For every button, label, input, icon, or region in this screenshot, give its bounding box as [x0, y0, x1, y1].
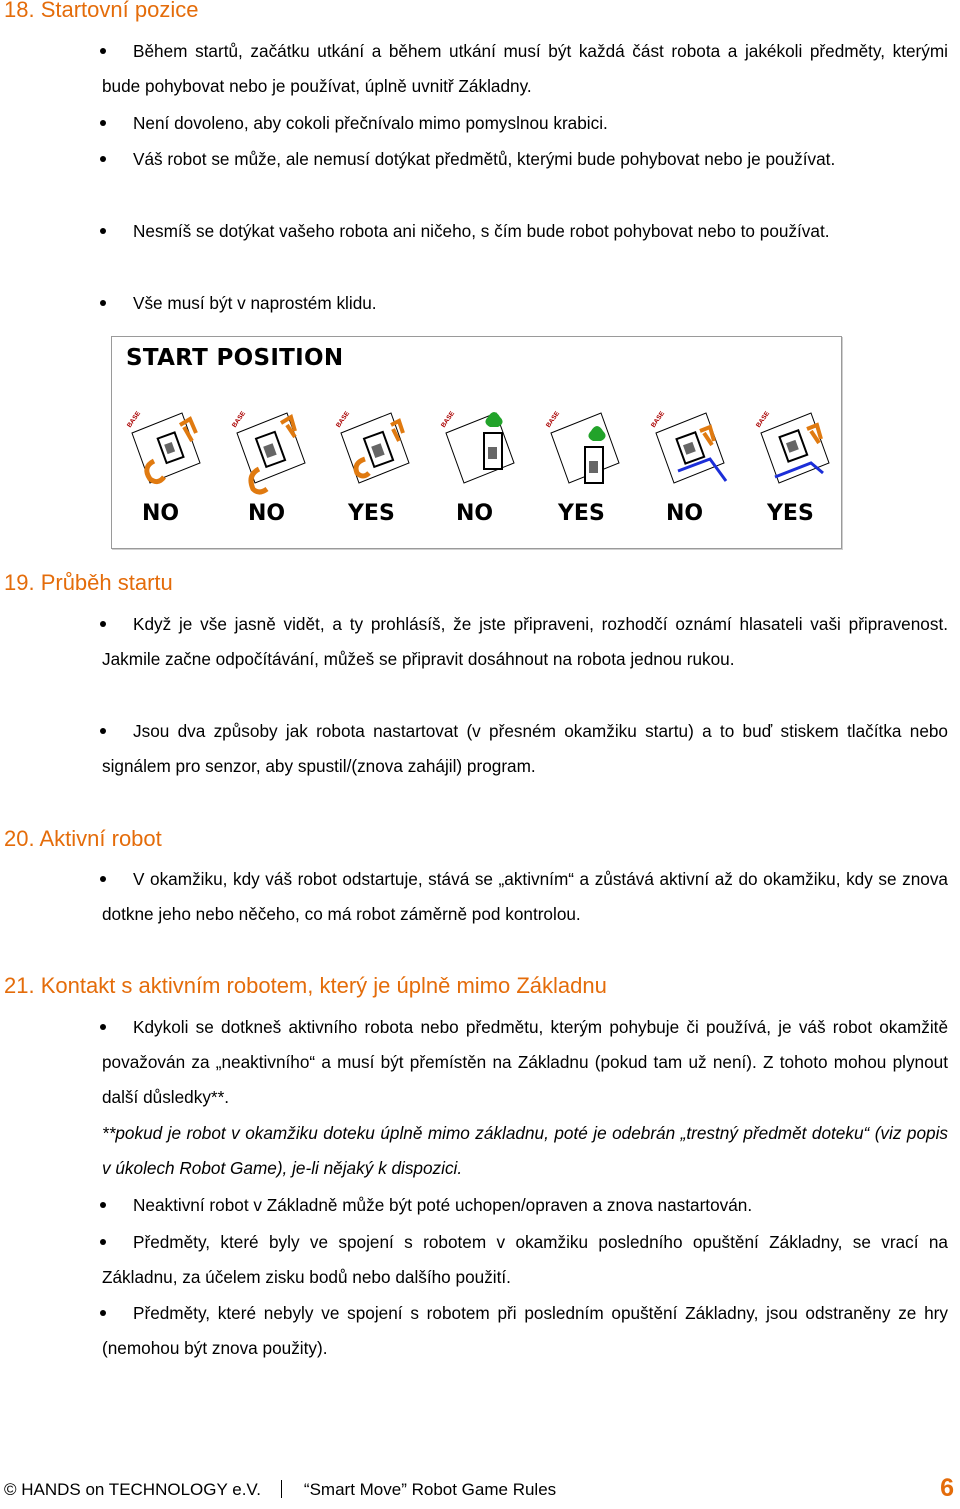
- label-2: NO: [248, 501, 286, 526]
- start-example-2: [229, 411, 309, 495]
- bullet-19-1: Když je vše jasně vidět, a ty prohlásíš, že jste připraveni, rozhodčí oznámí hlasateli vaši připravenost. Jakmile začne odpočítávání, můžeš se připravit dosáhnout na robota jednou rukou.: [102, 614, 948, 669]
- bullet-18-3: Váš robot se může, ale nemusí dotýkat předmětů, kterými bude pohybovat nebo je používat.: [102, 142, 948, 177]
- bullet-18-4: Nesmíš se dotýkat vašeho robota ani ničeho, s čím bude robot pohybovat nebo to používat.: [102, 214, 948, 249]
- bullet-21-3: Předměty, které byly ve spojení s robotem v okamžiku posledního opuštění Základny, se vrací na Základnu, za účelem zisku bodů nebo dalšího použití.: [102, 1232, 948, 1287]
- robot-diagram-3: [333, 411, 413, 495]
- figure-title: START POSITION: [126, 345, 344, 371]
- base-tag: BASE: [755, 410, 772, 430]
- bullet-dot: [100, 48, 106, 54]
- label-6: NO: [666, 501, 704, 526]
- bullet-dot: [100, 728, 106, 734]
- footer-title: “Smart Move” Robot Game Rules: [303, 1480, 557, 1499]
- robot-diagram-2: [229, 411, 309, 495]
- note-21: **pokud je robot v okamžiku doteku úplně mimo základnu, poté je odebrán „trestný předmět doteku“ (viz popis v úkolech Robot Game), je-li nějaký k dispozici.: [102, 1123, 948, 1178]
- robot-diagram-5: [543, 411, 623, 495]
- footer-copyright: © HANDS on TECHNOLOGY e.V.: [4, 1480, 261, 1499]
- base-tag: BASE: [231, 410, 248, 430]
- robot-diagram-6: [648, 411, 728, 495]
- start-example-5: [543, 411, 623, 495]
- robot-diagram-4: [438, 411, 518, 495]
- start-position-figure: [111, 336, 842, 549]
- bullet-dot: [100, 120, 106, 126]
- bullet-dot: [100, 1024, 106, 1030]
- bullet-dot: [100, 156, 106, 162]
- bullet-20-1: V okamžiku, kdy váš robot odstartuje, stává se „aktivním“ a zůstává aktivní až do okamžiku, kdy se znova dotkne jeho nebo něčeho, co má robot záměrně pod kontrolou.: [102, 869, 948, 924]
- bullet-dot: [100, 621, 106, 627]
- bullet-dot: [100, 1310, 106, 1316]
- start-example-7: [753, 411, 833, 495]
- bullet-21-2: Neaktivní robot v Základně může být poté uchopen/opraven a znova nastartován.: [102, 1188, 948, 1223]
- bullet-dot: [100, 300, 106, 306]
- bullet-21-1: Kdykoli se dotkneš aktivního robota nebo předmětu, kterým pohybuje či používá, je váš robot okamžitě považován za „neaktivního“ a musí být přemístěn na Základnu (pokud tam už není). Z tohoto mohou plynout další důsledky**.: [102, 1017, 948, 1107]
- label-4: NO: [456, 501, 494, 526]
- heading-18: 18. Startovní pozice: [4, 0, 199, 22]
- heading-20: 20. Aktivní robot: [4, 826, 162, 851]
- bullet-18-1: Během startů, začátku utkání a během utkání musí být každá část robota a jakékoli předměty, kterými bude pohybovat nebo je používat, úplně uvnitř Základny.: [102, 41, 948, 96]
- footer-separator: [281, 1480, 282, 1498]
- start-example-6: [648, 411, 728, 495]
- page-number: 6: [940, 1474, 954, 1502]
- heading-19: 19. Průběh startu: [4, 570, 173, 595]
- label-7: YES: [767, 501, 814, 526]
- bullet-21-4: Předměty, které nebyly ve spojení s robotem při posledním opuštění Základny, jsou odstraněny ze hry (nemohou být znova použity).: [102, 1303, 948, 1358]
- base-tag: BASE: [126, 410, 143, 430]
- bullet-18-2: Není dovoleno, aby cokoli přečnívalo mimo pomyslnou krabici.: [102, 106, 948, 141]
- start-example-4: [438, 411, 518, 495]
- base-tag: BASE: [545, 410, 562, 430]
- label-1: NO: [142, 501, 180, 526]
- start-example-3: [333, 411, 413, 495]
- heading-21: 21. Kontakt s aktivním robotem, který je úplně mimo Základnu: [4, 973, 607, 998]
- bullet-dot: [100, 876, 106, 882]
- bullet-18-5: Vše musí být v naprostém klidu.: [102, 286, 948, 321]
- base-tag: BASE: [335, 410, 352, 430]
- base-tag: BASE: [650, 410, 667, 430]
- bullet-19-2: Jsou dva způsoby jak robota nastartovat (v přesném okamžiku startu) a to buď stiskem tlačítka nebo signálem pro senzor, aby spustil/(znova zahájil) program.: [102, 721, 948, 776]
- label-5: YES: [558, 501, 605, 526]
- bullet-dot: [100, 1202, 106, 1208]
- page-footer: [4, 1474, 954, 1502]
- robot-diagram-1: [124, 411, 204, 495]
- bullet-dot: [100, 1239, 106, 1245]
- robot-diagram-7: [753, 411, 833, 495]
- base-tag: BASE: [440, 410, 457, 430]
- label-3: YES: [348, 501, 395, 526]
- bullet-dot: [100, 228, 106, 234]
- start-example-1: [124, 411, 204, 495]
